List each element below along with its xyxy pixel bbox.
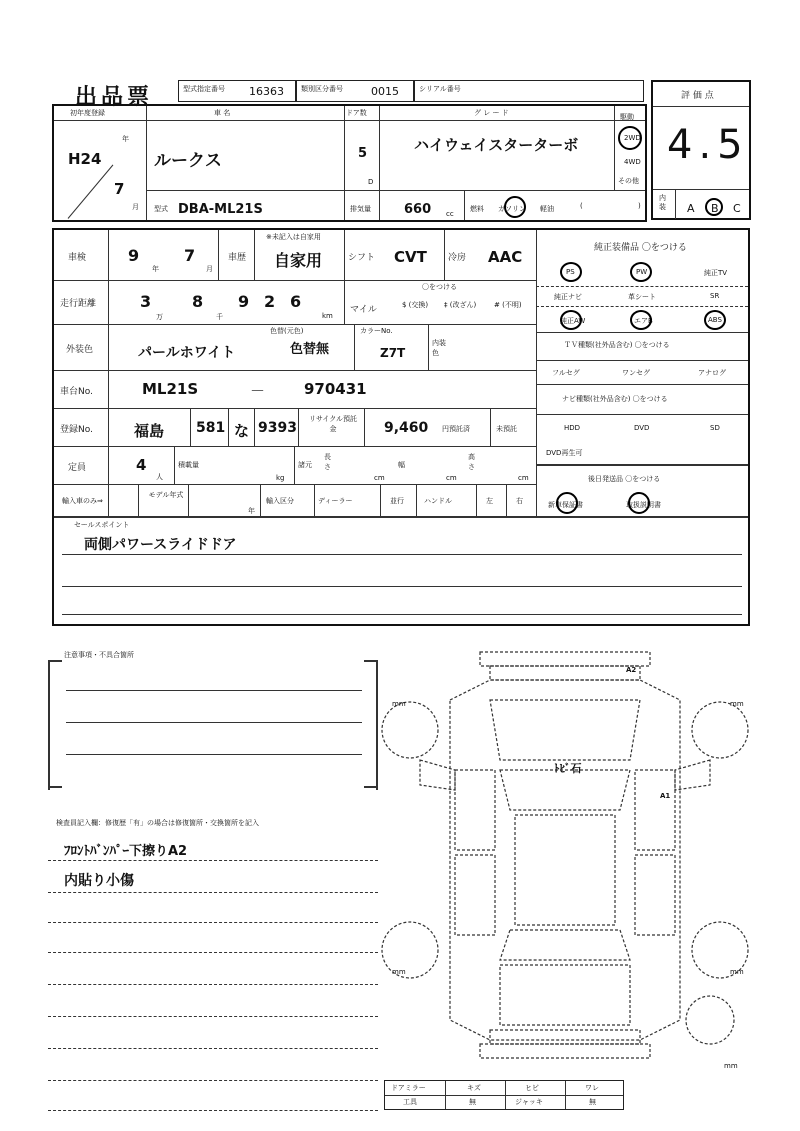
legend-table [384,1080,624,1110]
class-no-value: 0015 [371,85,399,98]
legend-r1c3: ヒビ [525,1084,539,1092]
repaint-value: 色替無 [290,342,330,357]
equip-ps: PS [566,268,575,276]
shaken-label: 車検 [68,253,87,263]
recycle-value: 9,460 [384,420,429,436]
repaint-label: 色替(元色) [270,327,304,335]
year-suffix: 年 [122,135,129,143]
mile-opt-tamper: ‡ (改ざん) [444,301,477,309]
class-no-box [296,80,414,102]
reg-no: 9393 [258,420,297,436]
later-warranty: 新車保証書 [548,501,583,509]
equip-leather: 革シート [628,293,656,301]
equip-pw-circle [630,262,652,282]
reg-class: 581 [196,420,226,436]
model-no-box [178,80,296,102]
color-no-value: Z7T [380,346,406,360]
doors-value: 5 [358,146,368,161]
model-value: DBA-ML21S [178,202,263,217]
drive-2wd: 2WD [624,134,641,142]
doors-label: ドア数 [346,109,367,117]
car-name-label: 車 名 [214,109,231,117]
first-reg-era: H24 [68,150,102,168]
later-manual-circle [628,492,650,514]
drive-2wd-circle [618,126,642,150]
sales-text: 両側パワースライドドア [84,537,237,553]
car-name-value: ルークス [154,151,222,171]
form-title: 出品票 [75,85,154,110]
grade-label: グ レ ー ド [474,109,509,117]
hei-label: 高さ [468,453,475,471]
ac-label: 冷房 [448,253,467,263]
equip-pw: PW [636,268,648,276]
interior-opt-c: C [733,202,741,215]
chassis-label: 車台No. [60,387,93,397]
tv-analog: アナログ [698,369,726,377]
equip-title: 純正装備品 〇をつける [594,243,687,253]
equip-ps-circle [560,262,582,282]
shift-label: シフト [348,253,376,263]
hei-cm: cm [518,474,529,482]
color-value: パールホワイト [138,345,236,361]
main-info-box [52,228,750,626]
recycle-unpaid: 未預託 [496,425,517,433]
equip-airbag: エアB [634,317,653,325]
legend-r2c3: ジャッキ [515,1098,543,1106]
load-label: 積載量 [178,461,199,469]
equip-airbag-circle [630,310,652,330]
recycle-unit: 円預託済 [442,425,470,433]
dims-label: 諸元 [298,461,312,469]
tv-full: フルセグ [552,369,580,377]
mm-fr: mm [730,700,744,708]
mileage-sen: 千 [216,313,223,321]
mile-mark-label: 〇をつける [422,283,457,291]
tv-one: ワンセグ [622,369,650,377]
ac-value: AAC [488,248,523,266]
score-box [651,80,751,220]
equip-aw: 純正AW [560,317,586,325]
chassis-no: 970431 [304,380,367,398]
import-dealer: ディーラー [318,497,353,505]
first-reg-label: 初年度登録 [70,109,105,117]
inspector-line-2: 内貼り小傷 [64,873,134,889]
cc-unit: cc [446,210,454,218]
navi-title: ナビ種類(社外品含む) 〇をつける [562,395,668,403]
recycle-label: リサイクル預託金 [308,415,358,433]
capacity-unit: 人 [156,473,163,481]
mileage-digit-5: 6 [290,292,302,311]
mm-fl: mm [392,700,406,708]
legend-r1c2: キズ [467,1084,481,1092]
car-damage-diagram [380,640,750,1080]
later-warranty-circle [556,492,578,514]
model-label: 型式 [154,205,168,213]
equip-abs: ABS [708,316,722,324]
int-color-label: 内装色 [432,339,446,357]
serial-label: シリアル番号 [419,85,461,93]
damage-a2-mark: A2 [626,666,637,674]
windshield-chip-mark: ﾄﾋﾞ石 [554,762,582,775]
chassis-dash: － [250,382,266,400]
shaken-month-suffix: 月 [206,265,213,273]
capacity-label: 定員 [68,463,87,473]
history-label: 車歴 [228,253,247,263]
len-label: 長さ [324,453,331,471]
mileage-digit-4: 2 [264,292,276,311]
mile-label: マイル [350,305,377,315]
fuel-diesel: 軽油 [540,205,554,213]
shaken-month: 7 [184,246,196,265]
shaken-year: 9 [128,246,140,265]
wid-cm: cm [446,474,457,482]
fuel-paren-close: ) [638,202,641,210]
mile-opt-unknown: # (不明) [494,301,522,309]
interior-b-circle [705,198,723,216]
later-title: 後日発送品 〇をつける [588,475,661,483]
equip-abs-circle [704,310,726,330]
sales-label: セールスポイント [74,521,130,529]
fuel-gas-circle [504,196,526,218]
fuel-label: 燃料 [470,205,484,213]
inspector-line-1: ﾌﾛﾝﾄﾊﾞﾝﾊﾟｰ下擦りA2 [64,844,188,859]
import-handle: ハンドル [424,497,452,505]
navi-dvdplay: DVD再生可 [546,449,583,457]
legend-r1c1: ドアミラー [391,1084,426,1092]
handle-left: 左 [486,497,493,505]
legend-r2c1: 工具 [403,1098,417,1106]
handle-right: 右 [516,497,523,505]
mileage-digit-3: 9 [238,292,250,311]
displacement-value: 660 [404,202,432,217]
doors-suffix: D [368,178,374,186]
equip-tv: 純正TV [704,269,728,277]
notes-label: 注意事項・不具合箇所 [64,651,134,659]
mileage-label: 走行距離 [60,299,97,309]
score-label: 評 価 点 [681,91,714,101]
reg-label: 登録No. [60,425,93,435]
interior-label: 内装 [659,194,666,211]
navi-sd: SD [710,424,720,432]
mm-rl: mm [392,968,406,976]
equip-aw-circle [560,310,582,330]
legend-r2c4: 無 [589,1098,596,1106]
navi-dvd: DVD [634,424,650,432]
mileage-digit-1: 3 [140,292,152,311]
navi-hdd: HDD [564,424,581,432]
color-no-label: カラーNo. [360,327,393,335]
drive-4wd: 4WD [624,158,641,166]
mm-rr: mm [730,968,744,976]
capacity-value: 4 [136,456,147,474]
load-kg: kg [276,474,285,482]
mm-spare: mm [724,1062,738,1070]
tv-title: ＴＶ種類(社外品含む) 〇をつける [564,341,670,349]
legend-r1c4: ワレ [585,1084,599,1092]
displacement-label: 排気量 [350,205,371,213]
model-no-value: 16363 [249,85,284,98]
drive-label: 駆動 [620,113,634,121]
damage-a1-mark: A1 [660,792,671,800]
equip-navi: 純正ナビ [554,293,582,301]
fuel-paren-open: ( [580,202,583,210]
fuel-gas: ガソリン [498,205,526,213]
model-year-label: モデル年式 [148,491,184,499]
score-value: 4.5 [667,122,749,168]
chassis-prefix: ML21S [142,380,199,398]
color-label: 外装色 [66,345,94,355]
import-type-label: 輸入区分 [266,497,294,505]
serial-box [414,80,644,102]
class-no-label: 類別区分番号 [301,85,343,93]
first-reg-month: 7 [114,180,125,198]
legend-r2c2: 無 [469,1098,476,1106]
shaken-year-suffix: 年 [152,265,159,273]
wid-label: 幅 [398,461,405,469]
grade-value: ハイウェイスターターボ [414,136,579,154]
mile-opt-exchange: $ (交換) [402,301,429,309]
interior-opt-a: A [687,202,695,215]
drive-other: その他 [618,177,639,185]
month-suffix: 月 [132,203,139,211]
later-manual: 取扱説明書 [626,501,661,509]
mileage-digit-2: 8 [192,292,204,311]
interior-opt-b: B [711,202,719,215]
import-label: 輸入車のみ⇒ [62,497,103,505]
model-year-nen: 年 [248,507,255,515]
vehicle-basic-box [52,104,647,222]
mileage-man: 万 [156,313,163,321]
len-cm: cm [374,474,385,482]
history-value: 自家用 [274,251,323,270]
import-parallel: 並行 [390,497,404,505]
equip-sr: SR [710,292,720,300]
inspector-label: 検査員記入欄：修復歴「有」の場合は修復箇所・交換箇所を記入 [56,819,259,827]
reg-area: 福島 [134,422,165,440]
shift-value: CVT [394,248,427,266]
model-no-label: 型式指定番号 [183,85,225,93]
history-note: ※未記入は自家用 [266,233,321,241]
notes-box [48,660,378,790]
mileage-km: km [322,312,333,320]
reg-kana: な [234,422,250,440]
